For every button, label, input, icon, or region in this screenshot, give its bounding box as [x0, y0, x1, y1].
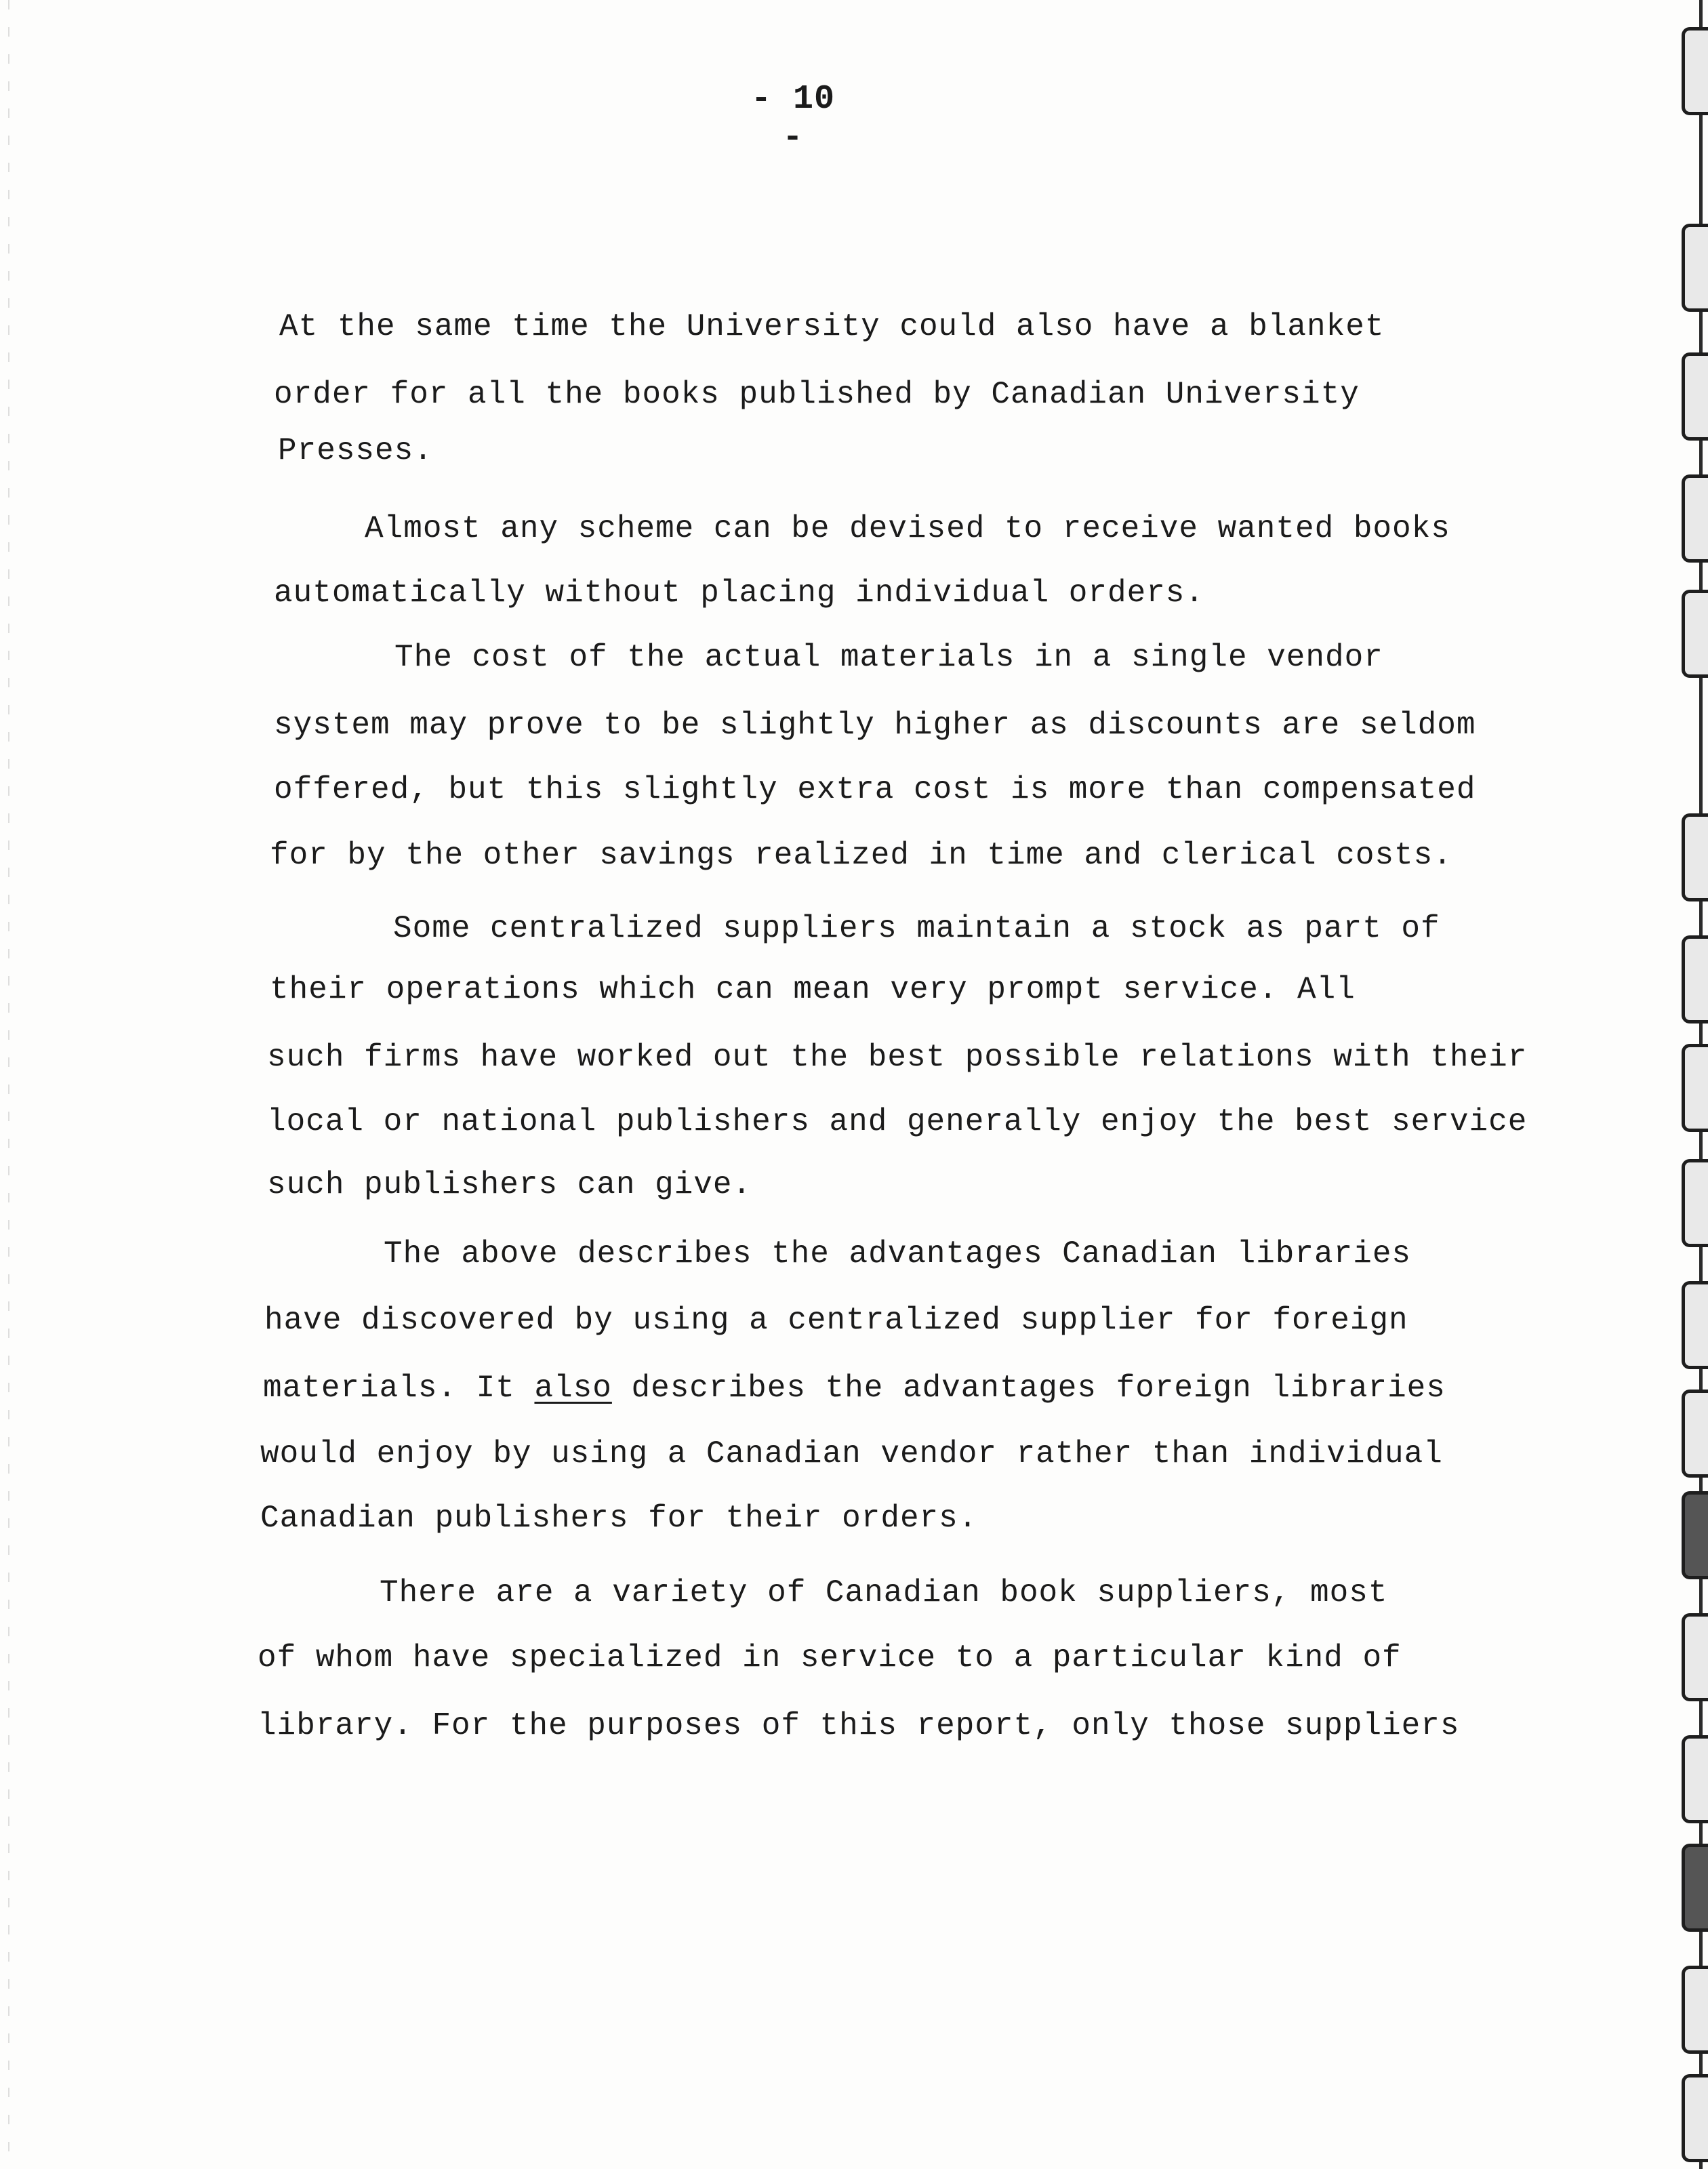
binding-ring — [1682, 1613, 1708, 1701]
text-segment: local or national publishers and generally enjoy the best service — [267, 1104, 1528, 1139]
underlined-word: also — [534, 1371, 612, 1406]
page-left-edge — [8, 0, 9, 2169]
text-line — [260, 1434, 1443, 1474]
binding-ring — [1682, 1044, 1708, 1132]
text-segment: Canadian publishers for their orders. — [260, 1501, 978, 1536]
text-segment: for by the other savings realized in time and clerical costs. — [270, 838, 1452, 873]
binding-ring — [1682, 1844, 1708, 1932]
text-line — [263, 1368, 1446, 1408]
text-segment: The above describes the advantages Canadian libraries — [384, 1236, 1412, 1272]
text-line — [384, 1234, 1411, 1274]
text-segment: describes the advantages foreign libraries — [611, 1371, 1446, 1406]
text-segment: have discovered by using a centralized supplier for foreign — [264, 1303, 1408, 1338]
text-segment: would enjoy by using a Canadian vendor rather than individual — [260, 1436, 1443, 1472]
text-segment: automatically without placing individual orders. — [274, 575, 1205, 611]
binding-ring — [1682, 1966, 1708, 2054]
text-line — [393, 908, 1440, 949]
text-segment: their operations which can mean very prompt service. All — [270, 972, 1356, 1007]
text-line — [270, 835, 1452, 876]
binding-ring — [1682, 352, 1708, 441]
text-segment: The cost of the actual materials in a single vendor — [394, 640, 1383, 675]
binding-ring — [1682, 1281, 1708, 1369]
binding-ring — [1682, 1159, 1708, 1247]
text-line — [274, 705, 1476, 746]
text-line — [274, 573, 1204, 613]
text-segment: Almost any scheme can be devised to receive wanted books — [365, 511, 1450, 546]
text-line — [380, 1573, 1387, 1613]
binding-ring — [1682, 1491, 1708, 1579]
text-line — [394, 637, 1383, 678]
text-line — [278, 430, 433, 471]
text-segment: At the same time the University could also have a blanket — [279, 309, 1385, 344]
text-line — [267, 1101, 1527, 1142]
binding-ring — [1682, 813, 1708, 901]
text-segment: system may prove to be slightly higher as discounts are seldom — [274, 708, 1476, 743]
binding-ring — [1682, 590, 1708, 678]
binding-ring — [1682, 2074, 1708, 2162]
text-segment: Some centralized suppliers maintain a stock as part of — [393, 911, 1440, 946]
text-line — [264, 1300, 1408, 1341]
binding-ring — [1682, 224, 1708, 312]
binding-ring — [1682, 1390, 1708, 1478]
text-segment: offered, but this slightly extra cost is more than compensated — [274, 772, 1476, 807]
text-segment: of whom have specialized in service to a particular kind of — [258, 1640, 1402, 1676]
binding-ring — [1682, 1735, 1708, 1823]
text-segment: Presses. — [278, 433, 433, 468]
text-line — [274, 769, 1476, 810]
binding-ring — [1682, 27, 1708, 115]
text-segment: There are a variety of Canadian book suppliers, most — [380, 1575, 1388, 1610]
text-segment: such firms have worked out the best possible relations with their — [267, 1040, 1528, 1075]
text-line — [279, 306, 1384, 347]
text-line — [267, 1164, 752, 1205]
text-segment: such publishers can give. — [267, 1167, 752, 1202]
text-line — [260, 1498, 977, 1539]
binding-ring — [1682, 474, 1708, 563]
text-segment: library. For the purposes of this report, only those suppliers — [258, 1708, 1460, 1743]
text-line — [258, 1705, 1459, 1746]
binding-ring — [1682, 935, 1708, 1023]
text-line — [258, 1638, 1402, 1678]
text-line — [274, 374, 1360, 415]
text-segment: order for all the books published by Canadian University — [274, 377, 1360, 412]
text-segment: materials. It — [263, 1371, 535, 1406]
page-number: - 10 - — [750, 80, 836, 157]
text-line — [365, 508, 1450, 549]
text-line — [270, 969, 1356, 1010]
text-line — [267, 1037, 1527, 1078]
spiral-binding — [1674, 0, 1708, 2169]
